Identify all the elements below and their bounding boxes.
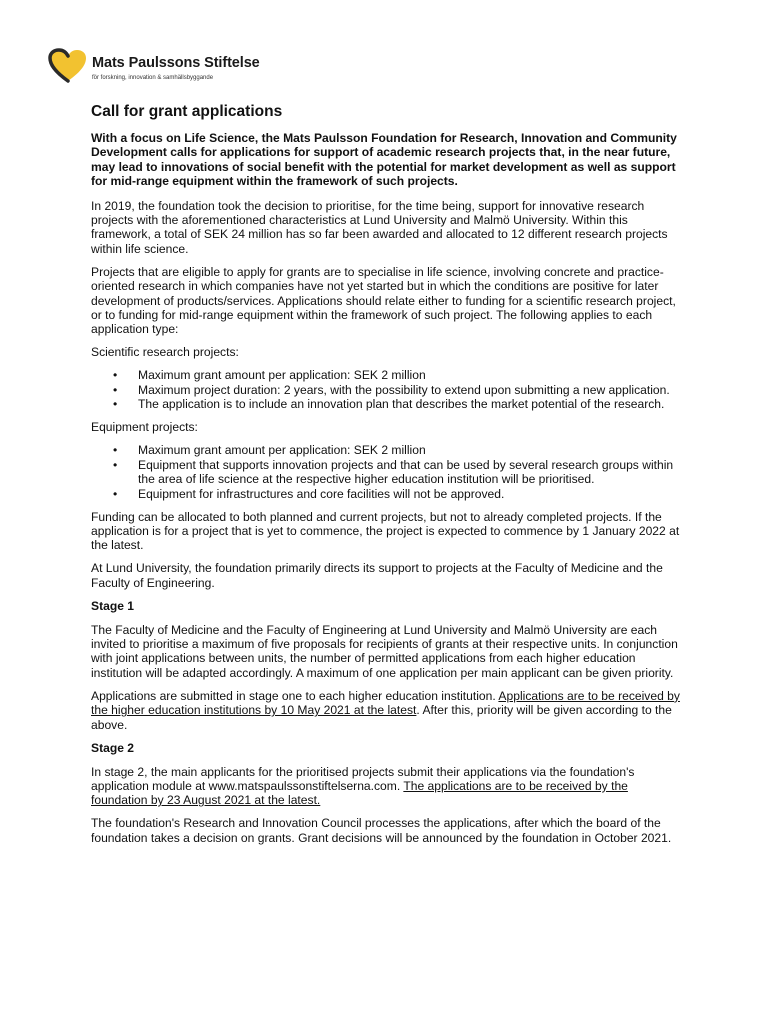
stage2-text-a: In stage 2, the main applicants for the prioritised projects submit their applications via the foundation's application module at www.matspaulssonstiftelserna.com. bbox=[91, 764, 635, 793]
list-item bbox=[91, 487, 683, 501]
stage2-heading: Stage 2 bbox=[91, 740, 135, 755]
stage1-deadline: Applications are to be received by the higher education institutions by 10 May 2021 at the latest bbox=[91, 688, 680, 718]
scientific-label: Scientific research projects: bbox=[91, 345, 239, 360]
logo-name: Mats Paulssons Stiftelse bbox=[92, 55, 260, 71]
scientific-list bbox=[91, 368, 683, 411]
stage1-text-a: Applications are submitted in stage one to each higher education institution. bbox=[91, 688, 499, 703]
list-item-text: Maximum grant amount per application: SEK 2 million bbox=[138, 443, 426, 458]
stage2-council-paragraph: The foundation's Research and Innovation Council processes the applications, after which the board of the foundation takes a decision on grants. Grant decisions will be announced by the foundation in October 2021. bbox=[91, 816, 672, 845]
document-title: Call for grant applications bbox=[91, 103, 283, 120]
paragraph-funding: Funding can be allocated to both planned and current projects, but not to already completed projects. If the application is for a project that is yet to commence, the project is expected to commence by 1 January 2022 at the latest. bbox=[91, 509, 680, 553]
bullet-icon: • bbox=[113, 397, 118, 412]
heart-logo-icon bbox=[48, 48, 88, 84]
logo bbox=[48, 48, 278, 88]
list-item-text: Equipment that supports innovation projects and that can be used by several research groups within the area of life science at the respective higher education institution will be prioritised. bbox=[138, 457, 674, 487]
bullet-icon: • bbox=[113, 486, 118, 501]
equipment-list bbox=[91, 443, 683, 501]
stage2-paragraph bbox=[91, 765, 683, 808]
paragraph-lund: At Lund University, the foundation primarily directs its support to projects at the Faculty of Medicine and the Faculty of Engineering. bbox=[91, 561, 663, 590]
stage1-text-b: . After this, priority will be given according to the above. bbox=[91, 703, 672, 732]
equipment-label: Equipment projects: bbox=[91, 420, 198, 435]
list-item bbox=[91, 383, 683, 397]
list-item-text: Maximum grant amount per application: SEK 2 million bbox=[138, 368, 426, 383]
list-item bbox=[91, 368, 683, 382]
stage2-deadline: The applications are to be received by the foundation by 23 August 2021 at the latest. bbox=[91, 778, 628, 808]
bullet-icon: • bbox=[113, 382, 118, 397]
bullet-icon: • bbox=[113, 368, 118, 383]
list-item-text: Maximum project duration: 2 years, with the possibility to extend upon submitting a new application. bbox=[138, 382, 670, 397]
bullet-icon: • bbox=[113, 443, 118, 458]
paragraph-eligibility: Projects that are eligible to apply for grants are to specialise in life science, involving concrete and practice-oriented research in which companies have not yet started but in which the conditions are positive for later development of products/services. Applications should relate either to funding for a scientific research project, or to funding for mid-range equipment within the framework of such project. The following applies to each application type: bbox=[91, 264, 676, 337]
intro-paragraph: With a focus on Life Science, the Mats Paulsson Foundation for Research, Innovation and Community Development calls for applications for support of academic research projects that, in the near future, may lead to innovations of social benefit with the potential for market development as well as support for mid-range equipment within the framework of such projects. bbox=[91, 131, 677, 189]
document-body bbox=[91, 103, 683, 854]
stage1-paragraph: The Faculty of Medicine and the Faculty of Engineering at Lund University and Malmö University are each invited to prioritise a maximum of five proposals for recipients of grants at their respective units. In conjunction with joint applications between units, the number of permitted applications from each higher education institution will be adapted accordingly. A maximum of one application per main applicant can be given priority. bbox=[91, 622, 678, 680]
list-item-text: The application is to include an innovation plan that describes the market potential of the research. bbox=[138, 397, 665, 412]
bullet-icon: • bbox=[113, 457, 118, 472]
list-item-text: Equipment for infrastructures and core facilities will not be approved. bbox=[138, 486, 505, 501]
logo-tagline: för forskning, innovation & samhällsbyggande bbox=[92, 75, 214, 81]
paragraph-2019: In 2019, the foundation took the decision to prioritise, for the time being, support for innovative research projects with the aforementioned characteristics at Lund University and Malmö University. Within this framework, a total of SEK 24 million has so far been awarded and allocated to 12 different research projects within life science. bbox=[91, 198, 668, 256]
list-item bbox=[91, 443, 683, 457]
stage1-deadline-paragraph bbox=[91, 689, 683, 732]
list-item bbox=[91, 458, 683, 487]
list-item bbox=[91, 397, 683, 411]
stage1-heading: Stage 1 bbox=[91, 598, 135, 613]
